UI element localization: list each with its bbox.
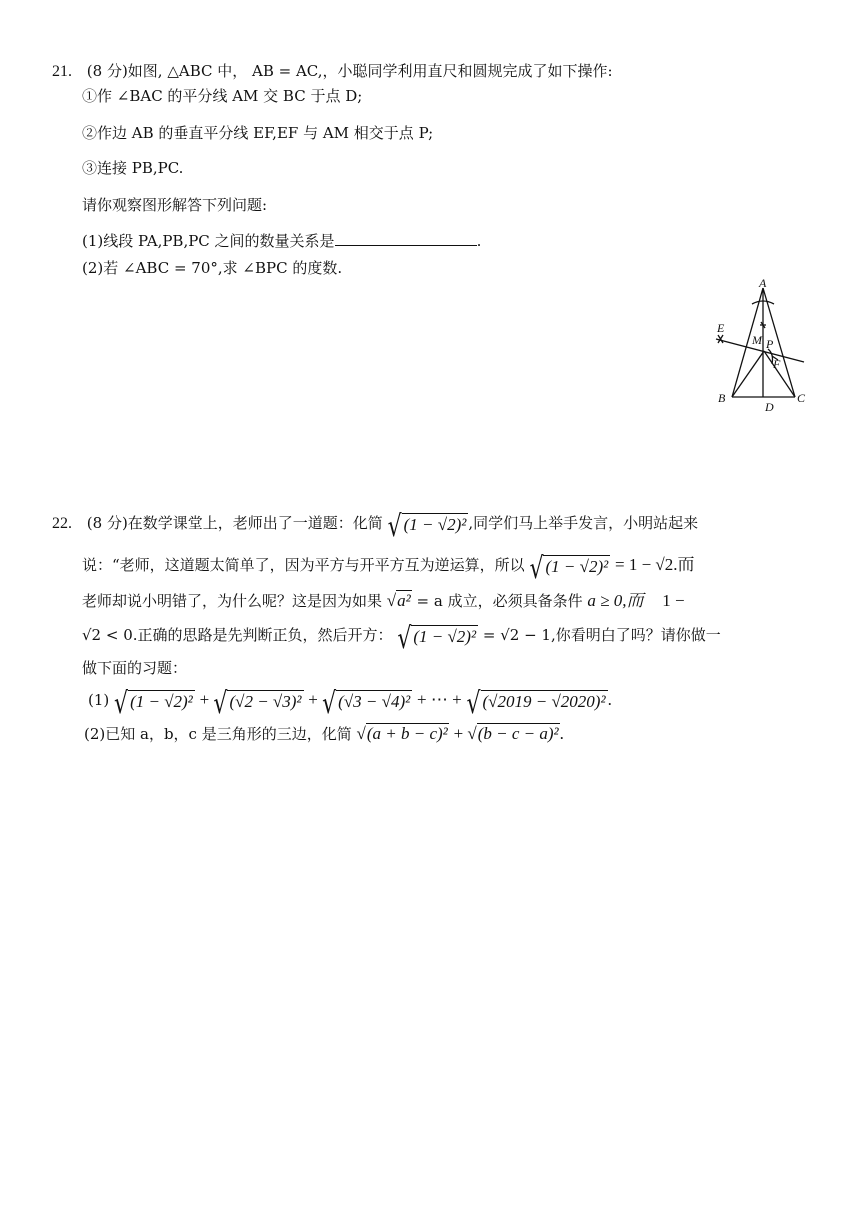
label-e: E xyxy=(717,321,725,335)
q22-line2 xyxy=(82,550,695,587)
q22-number: 22. xyxy=(52,515,72,532)
q21-step3: ③连接 PB,PC. xyxy=(82,159,184,177)
label-m: M xyxy=(752,333,762,347)
q22-line4-b: = √2 − 1,你看明白了吗？请你做一 xyxy=(482,626,721,644)
q22-line3-a: 老师却说小明错了，为什么呢？这是因为如果 xyxy=(82,592,383,610)
q21-line1 xyxy=(52,60,613,81)
label-f: F xyxy=(773,357,781,371)
radical-abc-2: √(b − c − a)² xyxy=(467,724,559,743)
q22-line2-a: 说：“老师，这道题太简单了，因为平方与开平方互为逆运算，所以 xyxy=(82,556,525,574)
radical-term-1: √ (1 − √2)² xyxy=(114,687,193,722)
label-c: C xyxy=(797,391,806,405)
segment-pb xyxy=(732,351,764,397)
radical-term-2: √ (√2 − √3)² xyxy=(213,687,302,722)
q22-line1 xyxy=(52,510,699,545)
q21-step1: ①作 ∠BAC 的平分线 AM 交 BC 于点 D; xyxy=(82,87,363,105)
label-a: A xyxy=(759,276,767,290)
radical-expression: √ (1 − √2)² xyxy=(529,552,609,587)
radical-term-3: √ (√3 − √4)² xyxy=(322,687,411,722)
q22-line5: 做下面的习题： xyxy=(82,659,188,677)
q21-part1-end: . xyxy=(476,232,482,250)
q22-part2: (2)已知 a，b，c 是三角形的三边，化简 √(a + b − c)² + √(b − c − a)². xyxy=(84,724,564,743)
q21-part2: (2)若 ∠ABC = 70°,求 ∠BPC 的度数. xyxy=(82,259,343,277)
radical-abc-1: √(a + b − c)² xyxy=(356,724,448,743)
q21-number: 21. xyxy=(52,63,72,80)
q22-part1: (1) √ (1 − √2)² + √ (√2 − √3)² + √ (√3 − √4)² + ⋯ + √ (√2019 − √2020)² . xyxy=(88,687,612,722)
q22-line3-d: 1 − xyxy=(662,591,685,610)
q22-line2-b: = 1 − √2.而 xyxy=(615,555,695,574)
q22-part2-text: (2)已知 a，b，c 是三角形的三边，化简 xyxy=(84,725,352,743)
q22-line4 xyxy=(82,622,721,657)
q22-line1-b: ,同学们马上举手发言，小明站起来 xyxy=(468,514,699,532)
q21-stem: (8 分)如图, △ABC 中， AB = AC,，小聪同学利用直尺和圆规完成了如下操作: xyxy=(86,62,613,80)
q22-part1-label: (1) xyxy=(88,691,110,709)
radical-expression: √ (1 − √2)² xyxy=(387,510,467,545)
geometry-figure xyxy=(708,276,818,416)
q22-line1-a: (8 分)在数学课堂上，老师出了一道题：化简 xyxy=(86,514,383,532)
q21-part1-text: (1)线段 PA,PB,PC 之间的数量关系是 xyxy=(82,232,335,250)
answer-blank[interactable] xyxy=(335,233,477,246)
radical-a-squared: √a² xyxy=(386,591,411,610)
label-p: P xyxy=(766,337,774,351)
radical-term-last: √ (√2019 − √2020)² xyxy=(466,687,606,722)
q22-line3-b: = a 成立，必须具备条件 xyxy=(416,592,583,610)
q22-line3 xyxy=(82,586,685,611)
label-b: B xyxy=(718,391,726,405)
q21-step2: ②作边 AB 的垂直平分线 EF,EF 与 AM 相交于点 P; xyxy=(82,124,434,142)
label-d: D xyxy=(765,400,774,414)
q22-line4-a: √2 < 0.正确的思路是先判断正负，然后开方： xyxy=(82,626,393,644)
radical-expression: √ (1 − √2)² xyxy=(397,622,477,657)
q21-part1 xyxy=(82,230,481,251)
q21-prompt: 请你观察图形解答下列问题: xyxy=(82,196,268,214)
q22-line3-c: a ≥ 0,而 xyxy=(587,591,644,610)
ellipsis-plus: + ⋯ + xyxy=(417,690,462,709)
